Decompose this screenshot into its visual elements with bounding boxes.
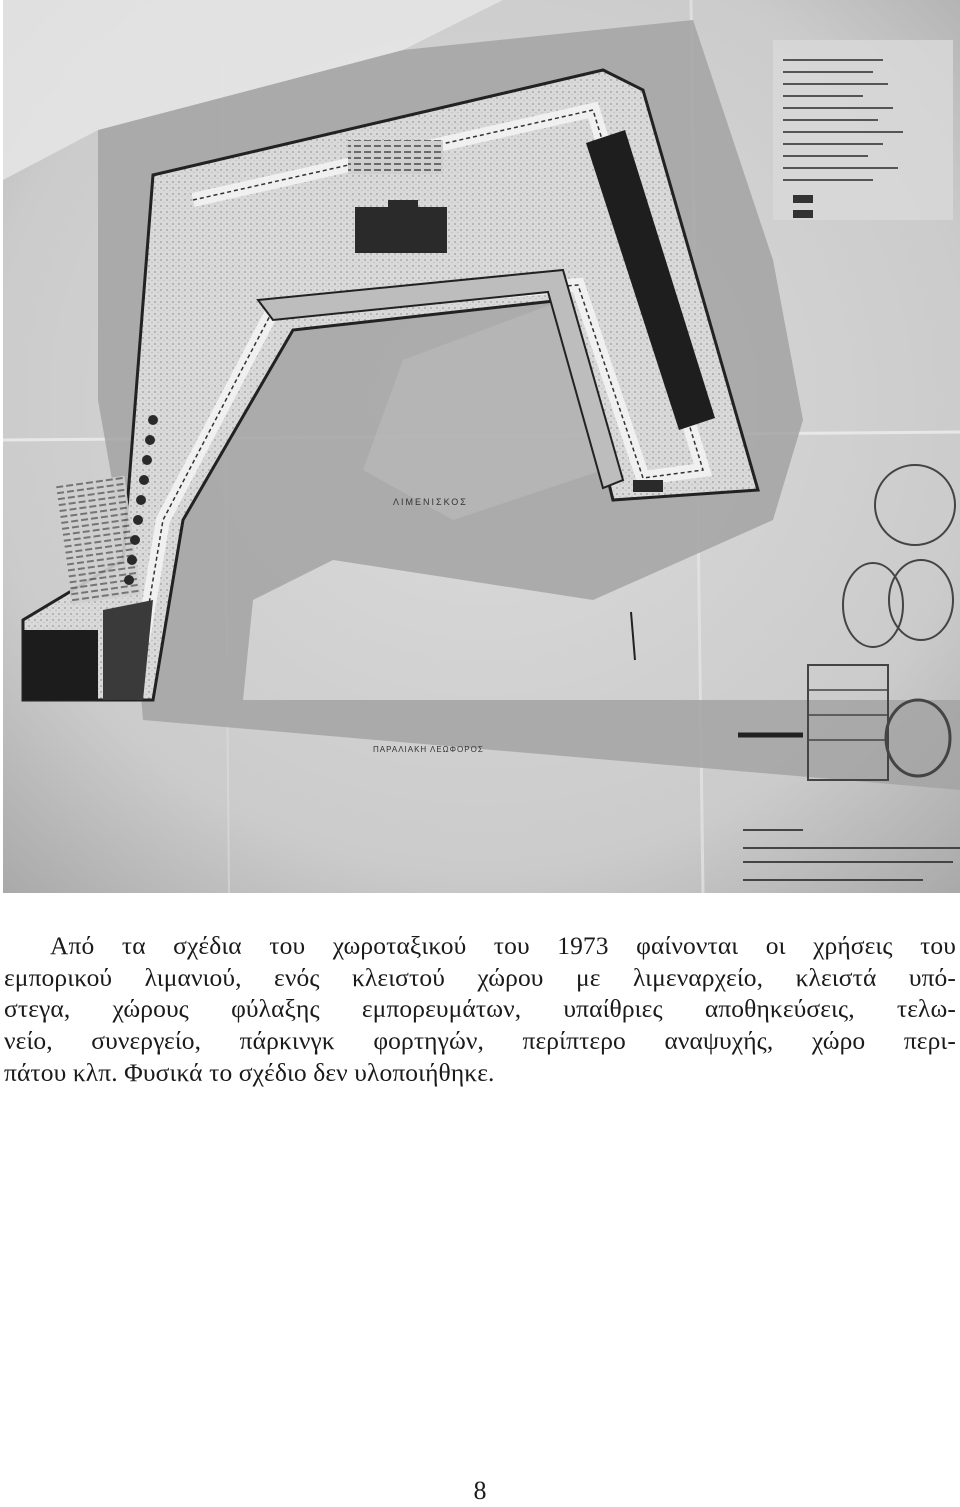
truck-parking — [348, 140, 443, 174]
road-label: ΠΑΡΑΛΙΑΚΗ ΛΕΩΦΟΡΟΣ — [373, 745, 484, 754]
caption-line-4: νείο, συνεργείο, πάρκινγκ φορτηγών, περίπτερο αναψυχής, χώρο περι- — [4, 1026, 956, 1056]
caption-line-3: στεγα, χώρους φύλαξης εμπορευμάτων, υπαίθριες αποθηκεύσεις, τελω- — [4, 994, 956, 1024]
building-annex — [388, 200, 418, 210]
caption-line-1: Από τα σχέδια του χωροταξικού του 1973 φαίνονται οι χρήσεις του — [50, 931, 956, 960]
caption-line-2: εμπορικού λιμανιού, ενός κλειστού χώρου με λιμεναρχείο, κλειστά υπό- — [4, 962, 956, 992]
port-authority-building — [355, 207, 447, 253]
plan-photograph — [3, 0, 960, 893]
kiosk — [633, 480, 663, 492]
workshop-building — [23, 630, 98, 700]
figure-caption — [4, 930, 956, 1089]
page-number: 8 — [473, 1476, 487, 1505]
caption-line-5: πάτου κλπ. Φυσικά το σχέδιο δεν υλοποιήθηκε. — [4, 1057, 495, 1087]
plan-drawing — [3, 0, 960, 893]
legend — [773, 40, 953, 220]
basin-label: ΛΙΜΕΝΙΣΚΟΣ — [393, 497, 468, 507]
